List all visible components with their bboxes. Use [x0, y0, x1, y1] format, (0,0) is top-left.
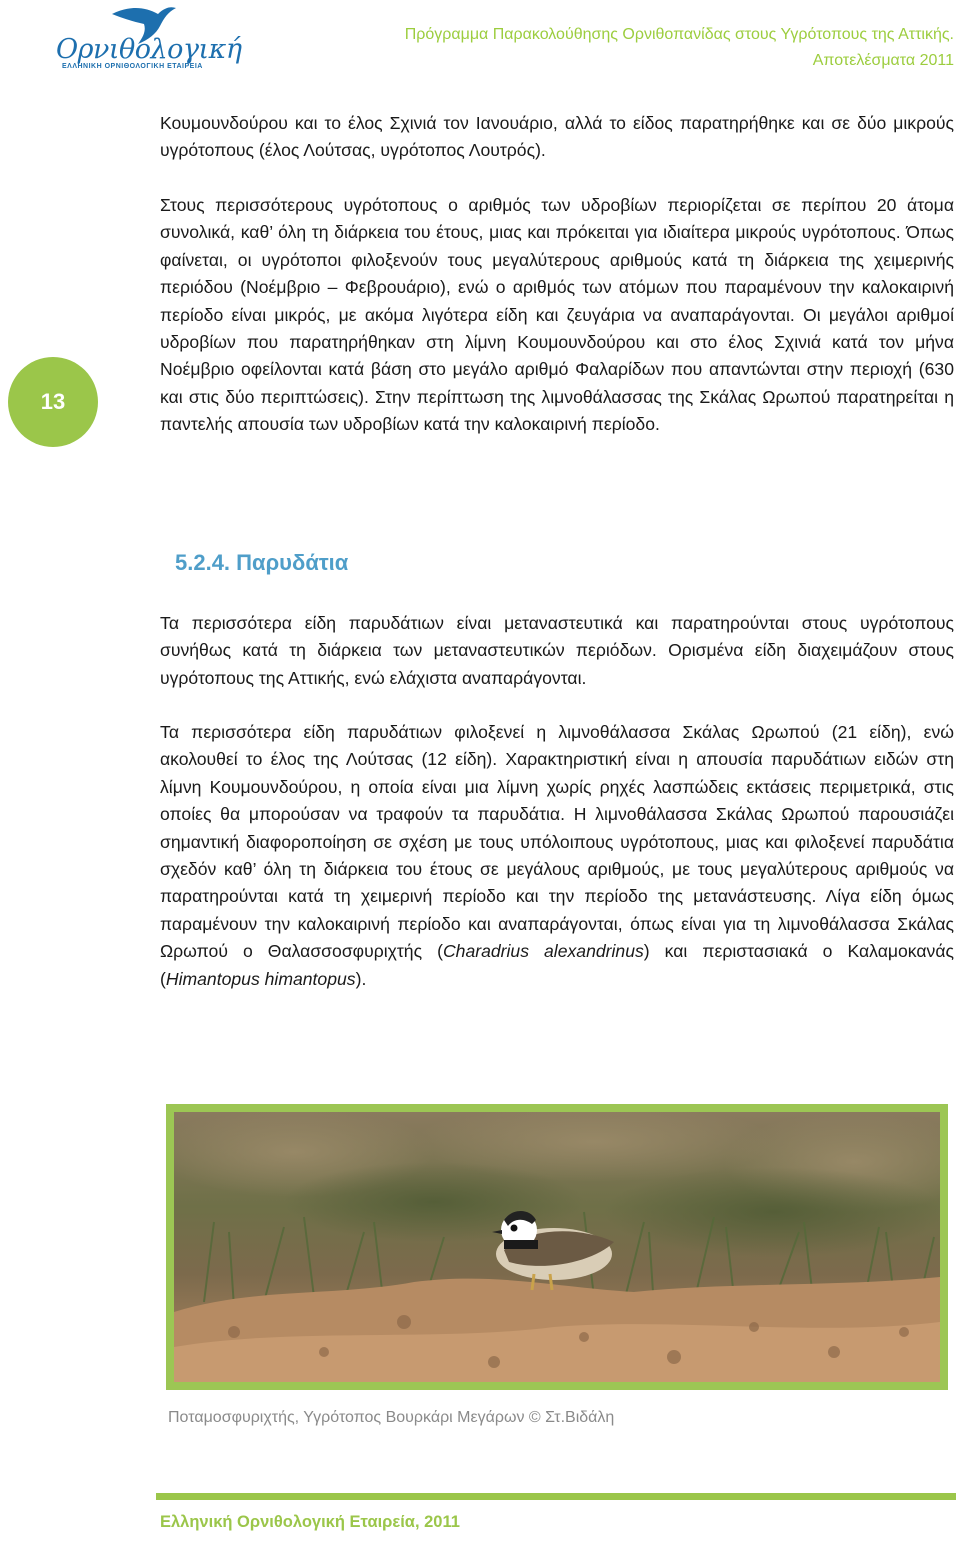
paragraph-4 [160, 719, 954, 993]
section-heading: 5.2.4. Παρυδάτια [175, 550, 349, 575]
photo-frame [166, 1104, 948, 1390]
paragraph-1: Κουμουνδούρου και το έλος Σχινιά τον Ιανουάριο, αλλά το είδος παρατηρήθηκε και σε δύο μικρούς υγρότοπους (έλος Λούτσας, υγρότοπος Λουτρός). [160, 113, 954, 161]
logo-subtitle: ΕΛΛΗΝΙΚΗ ΟΡΝΙΘΟΛΟΓΙΚΗ ΕΤΑΙΡΕΙΑ [62, 63, 203, 70]
logo-text: Ορνιθολογική [56, 34, 242, 65]
species-name-charadrius: Charadrius alexandrinus [442, 941, 644, 962]
paragraph-4-text-a: Τα περισσότερα είδη παρυδάτιων φιλοξενεί η λιμνοθάλασσα Σκάλας Ωρωπού (21 είδη), ενώ ακολουθεί το έλος της Λούτσας (12 είδη). Χαρακτηριστική είναι η απουσία παρυδάτιων ειδών στη λίμνη Κουμουνδούρου, η οποία είναι μια λίμνη χωρίς ρηχές λασπώδεις εκτάσεις περιμετρικά, στις οποίες θα μπορούσαν να τραφούν τα παρυδάτια. Η λιμνοθάλασσα Σκάλας Ωρωπού παρουσιάζει σημαντική διαφοροποίηση σε σχέση με τους υπόλοιπους υγρότοπους, μιας και φιλοξενεί παρυδάτια σχεδόν καθ’ όλη τη διάρκεια του έτους σε μεγάλους αριθμούς, με τους μεγαλύτερους αριθμούς να παρατηρούνται κατά τη χειμερινή περίοδο και την περίοδο της μετανάστευσης. Λίγα είδη όμως παραμένουν την καλοκαιρινή περίοδο και αναπαράγονται, όπως είναι για τη λιμνοθάλασσα Σκάλας Ωρωπού ο Θαλασσοσφυριχτής ( [160, 722, 954, 962]
bird-photo [174, 1112, 940, 1382]
page-number-badge: 13 [8, 357, 98, 447]
footer-text: Ελληνική Ορνιθολογική Εταιρεία, 2011 [160, 1513, 460, 1531]
paragraph-2: Στους περισσότερους υγρότοπους ο αριθμός των υδροβίων περιορίζεται σε περίπου 20 άτομα συνολικά, καθ’ όλη τη διάρκεια του έτους, μιας και πρόκειται για ιδιαίτερα μικρούς υγρότοπους. Όπως φαίνεται, οι υγρότοποι φιλοξενούν τους μεγαλύτερους αριθμούς κατά τη διάρκεια της χειμερινής περιόδου (Νοέμβριο – Φεβρουάριο), ενώ ο αριθμός των ατόμων που παραμένουν την καλοκαιρινή περίοδο είναι μικρός, με ακόμα λιγότερα είδη και ζευγάρια να αναπαράγονται. Οι μεγάλοι αριθμοί υδροβίων που παρατηρήθηκαν στη λίμνη Κουμουνδούρου και στο έλος Σχινιά κατά τον μήνα Νοέμβριο οφείλονται κατά βάση στο μεγάλο αριθμό Φαλαρίδων που απαντώνται στην περιοχή (630 και στις δύο περιπτώσεις). Στην περίπτωση της λιμνοθάλασσας της Σκάλας Ωρωπού παρατηρείται η παντελής απουσία των υδροβίων κατά την καλοκαιρινή περίοδο. [160, 195, 954, 435]
header-title-line1: Πρόγραμμα Παρακολούθησης Ορνιθοπανίδας στους Υγρότοπους της Αττικής. [404, 26, 954, 43]
plover-photo-illustration [174, 1112, 940, 1382]
paragraph-3: Τα περισσότερα είδη παρυδάτιων είναι μεταναστευτικά και παρατηρούνται στους υγρότοπους συνήθως κατά τη διάρκεια των μεταναστευτικών περιόδων. Ορισμένα είδη διαχειμάζουν στους υγρότοπους της Αττικής, ενώ ελάχιστα αναπαράγονται. [160, 613, 954, 688]
footer-divider [156, 1493, 956, 1500]
header-title-line2: Αποτελέσματα 2011 [812, 52, 954, 69]
species-name-himantopus: Himantopus himantopus [165, 968, 356, 989]
organization-logo [52, 4, 242, 72]
paragraph-4-text-b: ) και περιστασιακά ο Καλαμοκανάς ( [160, 941, 954, 989]
photo-caption: Ποταμοσφυριχτής, Υγρότοπος Βουρκάρι Μεγάρων © Στ.Βιδάλη [168, 1409, 615, 1426]
document-header-title [405, 22, 954, 74]
paragraph-4-text-c: ). [355, 968, 367, 989]
